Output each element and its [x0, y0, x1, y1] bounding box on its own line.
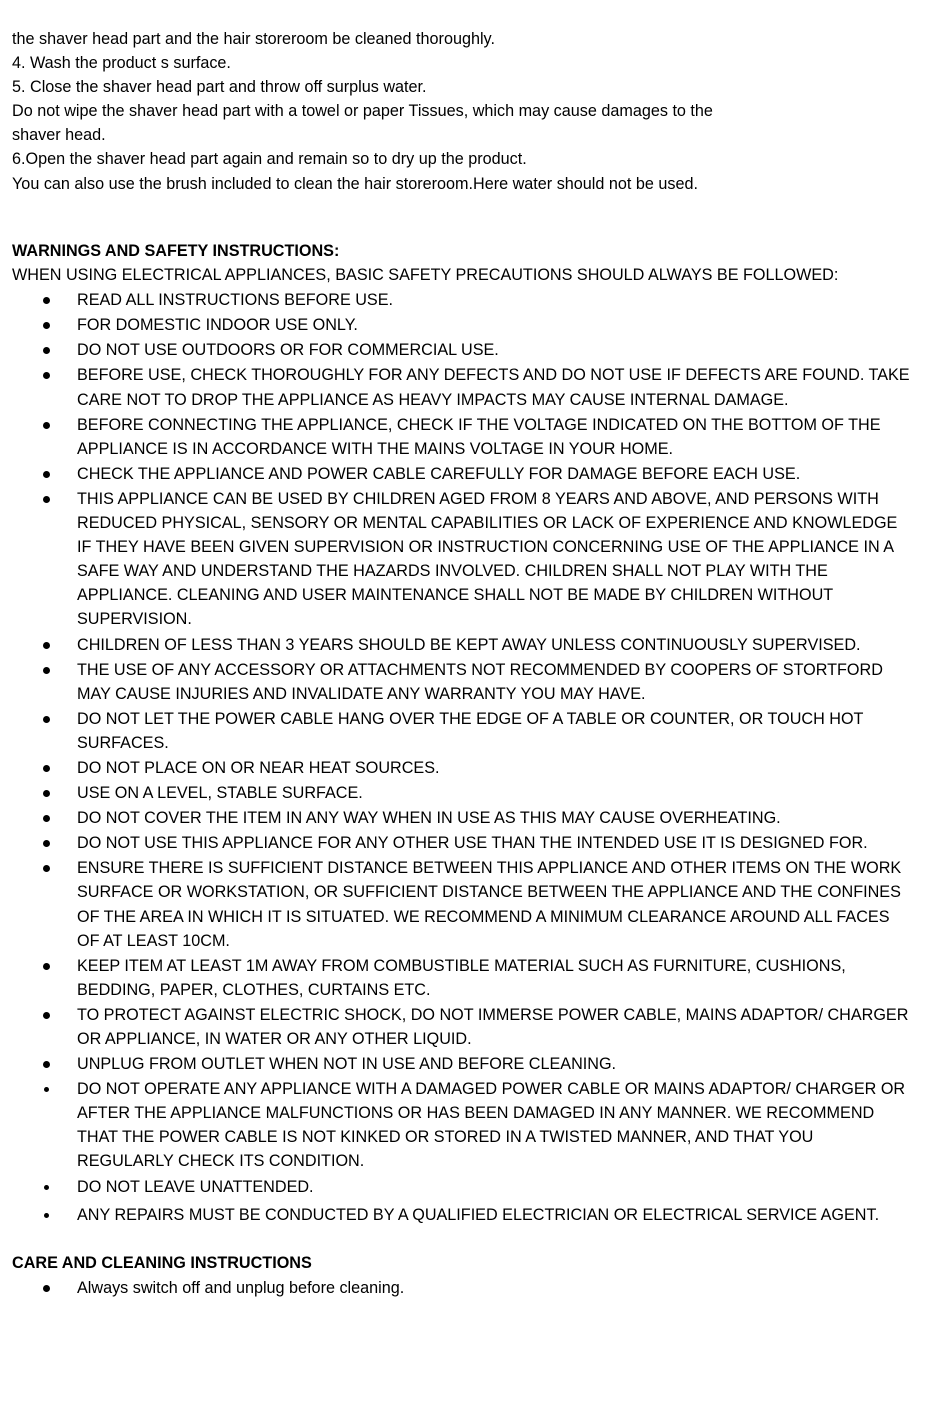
bullet-icon: [43, 840, 50, 847]
list-item: DO NOT COVER THE ITEM IN ANY WAY WHEN IN USE AS THIS MAY CAUSE OVERHEATING.: [12, 806, 912, 830]
bullet-icon: [43, 496, 50, 503]
list-item: BEFORE USE, CHECK THOROUGHLY FOR ANY DEFECTS AND DO NOT USE IF DEFECTS ARE FOUND. TAKE CARE NOT TO DROP THE APPLIANCE AS HEAVY IMPACTS MAY CAUSE INTERNAL DAMAGE.: [12, 363, 912, 411]
bullet-icon: [43, 372, 50, 379]
list-item: THE USE OF ANY ACCESSORY OR ATTACHMENTS NOT RECOMMENDED BY COOPERS OF STORTFORD MAY CAUSE INJURIES AND INVALIDATE ANY WARRANTY YOU MAY HAVE.: [12, 658, 912, 706]
bullet-icon: [43, 667, 50, 674]
bullet-icon: [44, 1213, 49, 1218]
intro-line: 4. Wash the product s surface.: [12, 54, 231, 73]
bullet-icon: [43, 716, 50, 723]
list-item: ENSURE THERE IS SUFFICIENT DISTANCE BETWEEN THIS APPLIANCE AND OTHER ITEMS ON THE WORK SURFACE OR WORKSTATION, OR SUFFICIENT DISTANCE BETWEEN THE APPLIANCE AND THE CONFINES OF THE AREA IN WHICH IT IS SITUATED. WE RECOMMEND A MINIMUM CLEARANCE AROUND ALL FACES OF AT LEAST 10CM.: [12, 856, 912, 952]
bullet-icon: [43, 1061, 50, 1068]
intro-line: You can also use the brush included to clean the hair storeroom.Here water should not be used.: [12, 174, 698, 193]
bullet-icon: [43, 322, 50, 329]
list-item: USE ON A LEVEL, STABLE SURFACE.: [12, 781, 912, 805]
list-item: KEEP ITEM AT LEAST 1M AWAY FROM COMBUSTIBLE MATERIAL SUCH AS FURNITURE, CUSHIONS, BEDDING, PAPER, CLOTHES, CURTAINS ETC.: [12, 954, 912, 1002]
list-item: DO NOT PLACE ON OR NEAR HEAT SOURCES.: [12, 756, 912, 780]
intro-line: 6.Open the shaver head part again and remain so to dry up the product.: [12, 150, 527, 169]
intro-line: 5. Close the shaver head part and throw off surplus water.: [12, 78, 427, 97]
bullet-icon: [43, 815, 50, 822]
list-item: DO NOT OPERATE ANY APPLIANCE WITH A DAMAGED POWER CABLE OR MAINS ADAPTOR/ CHARGER OR AFTER THE APPLIANCE MALFUNCTIONS OR HAS BEEN DAMAGED IN ANY MANNER. WE RECOMMEND THAT THE POWER CABLE IS NOT KINKED OR STORED IN A TWISTED MANNER, AND THAT YOU REGULARLY CHECK ITS CONDITION.: [12, 1077, 912, 1173]
list-item: Always switch off and unplug before cleaning.: [12, 1276, 912, 1300]
list-item: BEFORE CONNECTING THE APPLIANCE, CHECK IF THE VOLTAGE INDICATED ON THE BOTTOM OF THE APPLIANCE IS IN ACCORDANCE WITH THE MAINS VOLTAGE IN YOUR HOME.: [12, 413, 912, 461]
bullet-icon: [43, 642, 50, 649]
intro-line: the shaver head part and the hair storeroom be cleaned thoroughly.: [12, 30, 495, 48]
list-item: CHECK THE APPLIANCE AND POWER CABLE CAREFULLY FOR DAMAGE BEFORE EACH USE.: [12, 462, 912, 486]
list-item: DO NOT LEAVE UNATTENDED.: [12, 1175, 912, 1199]
bullet-icon: [43, 865, 50, 872]
list-item: FOR DOMESTIC INDOOR USE ONLY.: [12, 313, 912, 337]
warnings-heading: WARNINGS AND SAFETY INSTRUCTIONS:: [12, 242, 340, 260]
bullet-icon: [43, 765, 50, 772]
list-item: DO NOT LET THE POWER CABLE HANG OVER THE EDGE OF A TABLE OR COUNTER, OR TOUCH HOT SURFACES.: [12, 707, 912, 755]
care-section: [12, 1251, 912, 1301]
care-list: [12, 1276, 912, 1300]
list-item: ANY REPAIRS MUST BE CONDUCTED BY A QUALIFIED ELECTRICIAN OR ELECTRICAL SERVICE AGENT.: [12, 1203, 912, 1227]
care-heading: CARE AND CLEANING INSTRUCTIONS: [12, 1254, 312, 1272]
bullet-icon: [44, 1185, 49, 1190]
intro-line: shaver head.: [12, 126, 106, 145]
bullet-icon: [43, 790, 50, 797]
list-item: READ ALL INSTRUCTIONS BEFORE USE.: [12, 288, 912, 312]
warnings-list: [12, 288, 912, 1227]
cleaning-steps: [12, 27, 912, 196]
bullet-icon: [43, 297, 50, 304]
warnings-lead: WHEN USING ELECTRICAL APPLIANCES, BASIC SAFETY PRECAUTIONS SHOULD ALWAYS BE FOLLOWED:: [12, 266, 839, 285]
bullet-icon: [43, 1012, 50, 1019]
bullet-icon: [44, 1087, 49, 1092]
bullet-icon: [43, 963, 50, 970]
list-item: DO NOT USE THIS APPLIANCE FOR ANY OTHER USE THAN THE INTENDED USE IT IS DESIGNED FOR.: [12, 831, 912, 855]
list-item: THIS APPLIANCE CAN BE USED BY CHILDREN AGED FROM 8 YEARS AND ABOVE, AND PERSONS WITH REDUCED PHYSICAL, SENSORY OR MENTAL CAPABILITIES OR LACK OF EXPERIENCE AND KNOWLEDGE IF THEY HAVE BEEN GIVEN SUPERVISION OR INSTRUCTION CONCERNING USE OF THE APPLIANCE IN A SAFE WAY AND UNDERSTAND THE HAZARDS INVOLVED. CHILDREN SHALL NOT PLAY WITH THE APPLIANCE. CLEANING AND USER MAINTENANCE SHALL NOT BE MADE BY CHILDREN WITHOUT SUPERVISION.: [12, 487, 912, 632]
bullet-icon: [43, 1285, 50, 1292]
intro-line: Do not wipe the shaver head part with a towel or paper Tissues, which may cause damages to the: [12, 102, 713, 121]
bullet-icon: [43, 471, 50, 478]
list-item: DO NOT USE OUTDOORS OR FOR COMMERCIAL USE.: [12, 338, 912, 362]
list-item: TO PROTECT AGAINST ELECTRIC SHOCK, DO NOT IMMERSE POWER CABLE, MAINS ADAPTOR/ CHARGER OR APPLIANCE, IN WATER OR ANY OTHER LIQUID.: [12, 1003, 912, 1051]
bullet-icon: [43, 422, 50, 429]
warnings-section: [12, 239, 912, 1228]
list-item: UNPLUG FROM OUTLET WHEN NOT IN USE AND BEFORE CLEANING.: [12, 1052, 912, 1076]
bullet-icon: [43, 347, 50, 354]
list-item: CHILDREN OF LESS THAN 3 YEARS SHOULD BE KEPT AWAY UNLESS CONTINUOUSLY SUPERVISED.: [12, 633, 912, 657]
